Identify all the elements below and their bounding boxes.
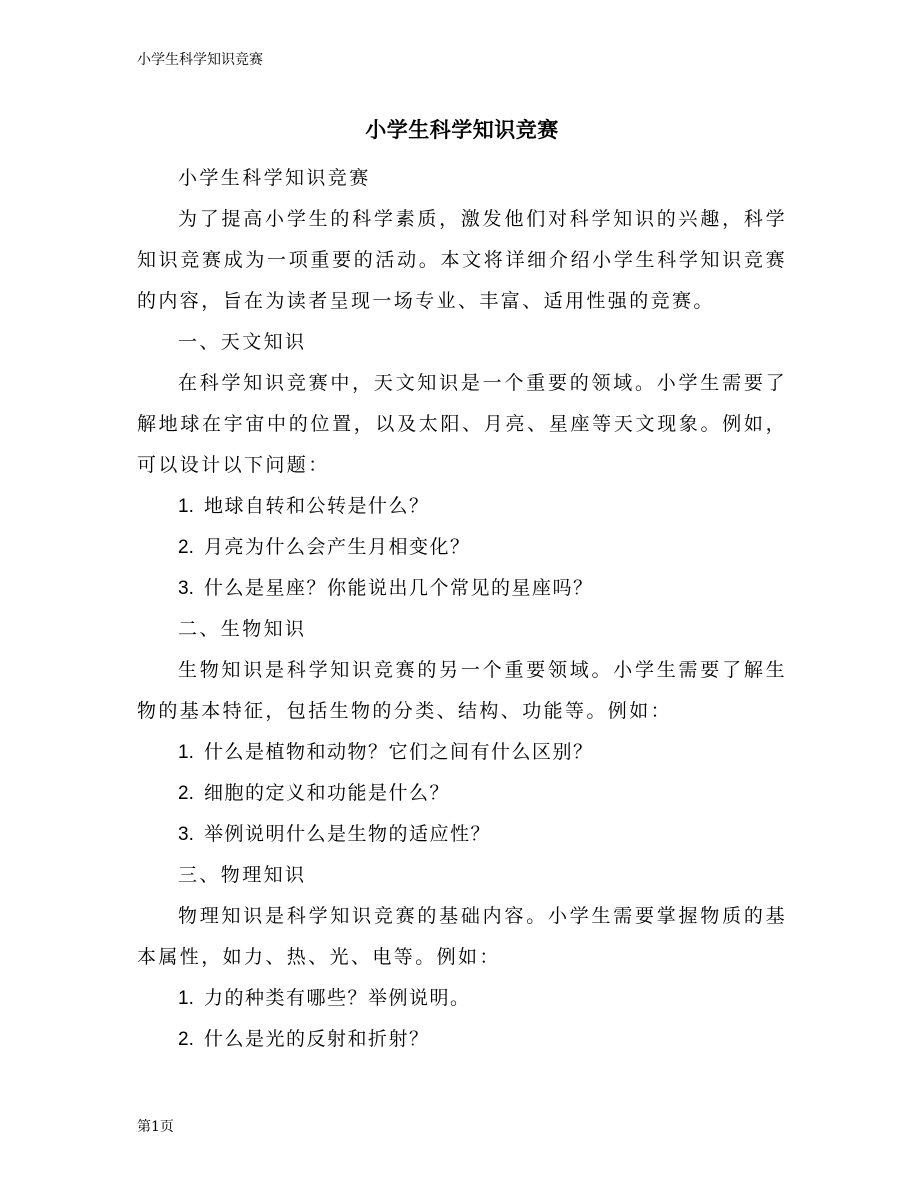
list-item-number: 1.: [178, 742, 194, 763]
list-item-text: 什么是光的反射和折射？: [204, 1028, 430, 1050]
document-title: 小学生科学知识竞赛: [365, 117, 559, 142]
list-item: [137, 486, 787, 527]
list-item-number: 2.: [178, 537, 194, 558]
list-item-text: 地球自转和公转是什么？: [204, 495, 430, 517]
list-item: [137, 527, 787, 568]
list-item: [137, 1019, 787, 1060]
section-heading-physics: 三、物理知识: [178, 864, 307, 886]
list-item-text: 举例说明什么是生物的适应性？: [204, 823, 492, 845]
list-item-number: 3.: [178, 824, 194, 845]
list-item-number: 2.: [178, 1029, 194, 1050]
document-body: [137, 110, 787, 1060]
list-item: [137, 978, 787, 1019]
document-subtitle: 小学生科学知识竞赛: [178, 167, 371, 189]
list-item: [137, 773, 787, 814]
list-item-number: 2.: [178, 783, 194, 804]
page-number: 第1页: [137, 1119, 174, 1135]
section-body-physics: 物理知识是科学知识竞赛的基础内容。小学生需要掌握物质的基本属性，如力、热、光、电等。例如：: [137, 905, 787, 968]
list-item-text: 什么是星座？你能说出几个常见的星座吗？: [204, 577, 594, 599]
list-item-number: 3.: [178, 578, 194, 599]
list-item-text: 力的种类有哪些？举例说明。: [204, 987, 471, 1009]
list-item-text: 细胞的定义和功能是什么？: [204, 782, 451, 804]
list-item: [137, 732, 787, 773]
running-header: 小学生科学知识竞赛: [137, 52, 263, 68]
section-heading-biology: 二、生物知识: [178, 618, 307, 640]
list-item-number: 1.: [178, 988, 194, 1009]
section-body-astronomy: 在科学知识竞赛中，天文知识是一个重要的领域。小学生需要了解地球在宇宙中的位置，以及太阳、月亮、星座等天文现象。例如，可以设计以下问题：: [137, 372, 787, 476]
list-item: [137, 568, 787, 609]
list-item-text: 月亮为什么会产生月相变化？: [204, 536, 471, 558]
section-heading-astronomy: 一、天文知识: [178, 331, 307, 353]
list-item: [137, 814, 787, 855]
list-item-number: 1.: [178, 496, 194, 517]
section-body-biology: 生物知识是科学知识竞赛的另一个重要领域。小学生需要了解生物的基本特征，包括生物的分类、结构、功能等。例如：: [137, 659, 787, 722]
list-item-text: 什么是植物和动物？它们之间有什么区别？: [204, 741, 594, 763]
intro-paragraph: 为了提高小学生的科学素质，激发他们对科学知识的兴趣，科学知识竞赛成为一项重要的活动。本文将详细介绍小学生科学知识竞赛的内容，旨在为读者呈现一场专业、丰富、适用性强的竞赛。: [137, 208, 787, 312]
